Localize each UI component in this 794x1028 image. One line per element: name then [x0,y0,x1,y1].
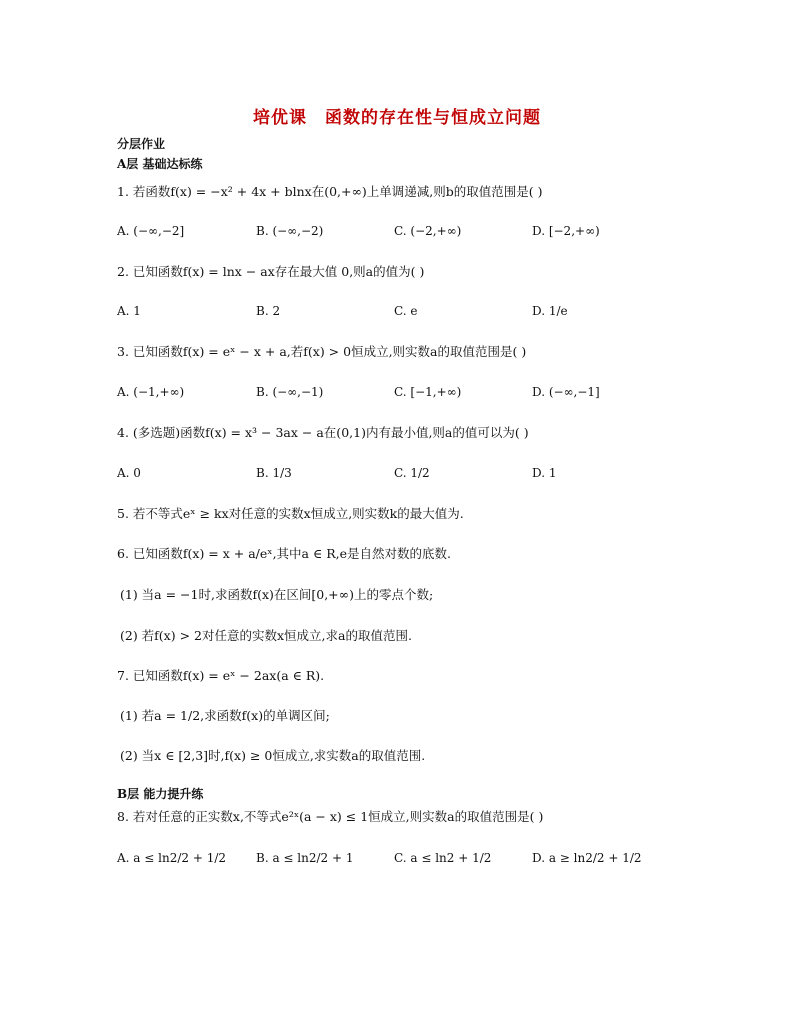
q1-option-c: C. (−2,+∞) [394,224,462,238]
q8-option-a: A. a ≤ ln2/2 + 1/2 [117,851,227,865]
question-4-options [117,464,637,486]
q8-option-d: D. a ≥ ln2/2 + 1/2 [532,851,642,865]
question-6-part-1: (1) 当a = −1时,求函数f(x)在区间[0,+∞)上的零点个数; [120,587,434,602]
question-3-options [117,383,637,405]
q3-option-b: B. (−∞,−1) [256,385,324,399]
q3-option-c: C. [−1,+∞) [394,385,462,399]
page-title: 培优课 函数的存在性与恒成立问题 [253,108,541,128]
q2-option-c: C. e [394,304,418,318]
q3-option-a: A. (−1,+∞) [117,385,185,399]
question-2-stem: 2. 已知函数f(x) = lnx − ax存在最大值 0,则a的值为( ) [117,264,425,279]
question-5-stem: 5. 若不等式eˣ ≥ kx对任意的实数x恒成立,则实数k的最大值为. [117,506,464,521]
question-8-stem: 8. 若对任意的正实数x,不等式e²ˣ(a − x) ≤ 1恒成立,则实数a的取值范围是( ) [117,809,544,824]
question-1-stem: 1. 若函数f(x) = −x² + 4x + blnx在(0,+∞)上单调递减,则b的取值范围是( ) [117,184,543,199]
section-homework: 分层作业 [117,137,166,151]
question-7-part-1: (1) 若a = 1/2,求函数f(x)的单调区间; [120,708,330,723]
q8-option-c: C. a ≤ ln2 + 1/2 [394,851,492,865]
section-a-heading: A层 基础达标练 [117,157,203,171]
q1-option-b: B. (−∞,−2) [256,224,324,238]
question-7-stem: 7. 已知函数f(x) = eˣ − 2ax(a ∈ R). [117,668,325,683]
question-6-part-2: (2) 若f(x) > 2对任意的实数x恒成立,求a的取值范围. [120,628,412,643]
q4-option-c: C. 1/2 [394,466,430,480]
q2-option-a: A. 1 [117,304,141,318]
question-1-options [117,222,637,244]
q3-option-d: D. (−∞,−1] [532,385,600,399]
question-7-part-2: (2) 当x ∈ [2,3]时,f(x) ≥ 0恒成立,求实数a的取值范围. [120,748,426,763]
q8-option-b: B. a ≤ ln2/2 + 1 [256,851,354,865]
question-8-options [117,849,642,871]
question-3-stem: 3. 已知函数f(x) = eˣ − x + a,若f(x) > 0恒成立,则实数a的取值范围是( ) [117,344,527,359]
q2-option-b: B. 2 [256,304,281,318]
question-2-options [117,302,637,324]
q1-option-d: D. [−2,+∞) [532,224,600,238]
question-4-stem: 4. (多选题)函数f(x) = x³ − 3ax − a在(0,1)内有最小值,则a的值可以为( ) [117,425,529,440]
q4-option-d: D. 1 [532,466,557,480]
question-6-stem: 6. 已知函数f(x) = x + a/eˣ,其中a ∈ R,e是自然对数的底数. [117,546,451,561]
q2-option-d: D. 1/e [532,304,568,318]
q4-option-a: A. 0 [117,466,141,480]
q4-option-b: B. 1/3 [256,466,292,480]
section-b-heading: B层 能力提升练 [117,787,204,801]
q1-option-a: A. (−∞,−2] [117,224,185,238]
